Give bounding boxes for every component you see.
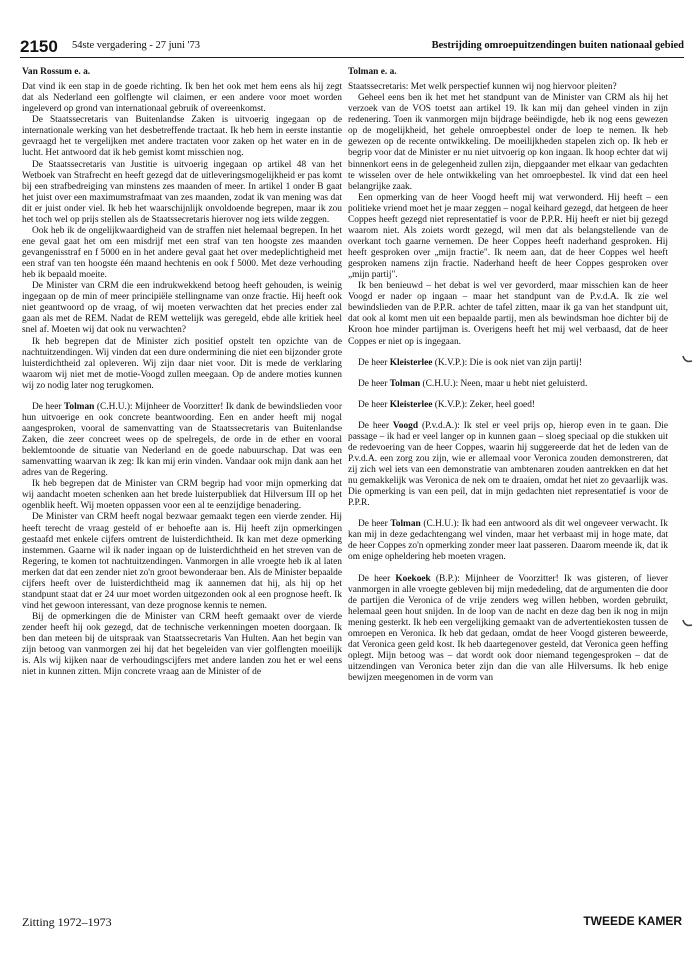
speaker-name: Kleisterlee <box>389 399 433 410</box>
header-rule <box>20 57 684 58</box>
speaker-paragraph <box>348 358 668 369</box>
margin-mark-icon <box>680 617 694 631</box>
session-label: Zitting 1972–1973 <box>22 915 112 929</box>
margin-mark-icon <box>680 353 694 367</box>
page-header <box>20 37 684 57</box>
speaker-intro: De heer <box>358 573 396 584</box>
paragraph: Een opmerking van de heer Voogd heeft mij wat verwonderd. Hij heeft – een politieke vriend moet het je maar zeggen – nogal keihard gezegd, dat hetgeen de heer Coppes heeft gezegd niet representatief is voor de P.P.R. Hij heeft er niet bij gezegd waarom niet. Als zoiets wordt gezegd, wil men dat als belangstellende van de overkant toch gaarne vernemen. De heer Coppes heeft naderhand gesproken. Hij heeft gesproken over „mijn fractie". Ik neem aan, dat de heer Coppes wel heeft gesproken namens zijn fractie. Naderhand heeft de heer Coppes gesproken over „mijn partij". <box>348 192 668 281</box>
paragraph: De Staatssecretaris van Justitie is uitvoerig ingegaan op artikel 48 van het Wetboek van Strafrecht en heeft gezegd dat de uitleveringsmogelijkheid er pas komt bij een strafbedreiging van minstens zes maanden of meer. In artikel 1 onder B gaat het juist over een maximumstrafmaat van zes maanden, zodat ik van mening was dat dit er juist onder viel. Ik heb het waarschijnlijk onvoldoende begrepen, maar ik zou het toch wel op prijs stellen als de Staatssecretaris hierover nog iets wilde zeggen. <box>22 159 342 225</box>
paragraph: Ik heb begrepen dat de Minister van CRM begrip had voor mijn opmerking dat wij aandacht moeten schenken aan het brede luisterpubliek dat Hilversum III op het ogenblik heeft. Wij moeten oppassen voor een al te eenzijdige benadering. <box>22 479 342 512</box>
speech-text: (C.H.U.): Ik had een antwoord als dit wel ongeveer verwacht. Ik kan mij in deze gedachtengang wel vinden, maar het verbaast mij in hoge mate, dat de heer Coppes zo'n opmerking zonder meer laat passeren. Daarom meende ik, dat ik om enige opheldering heb moeten vragen. <box>348 519 668 563</box>
paragraph: Staatssecretaris: Met welk perspectief kunnen wij nog hiervoor pleiten? <box>348 82 617 93</box>
speaker-name: Tolman <box>390 519 421 530</box>
speech-text: (C.H.U.): Mijnheer de Voorzitter! Ik dank de bewindslieden voor hun uitvoerige en ook concrete beantwoording. Een en ander heeft mij nogal aangesproken, vooral de samenvatting van de Staatssecretaris van Buitenlandse Zaken, die zeer concreet wees op de spelregels, de orde in de ether en vooral beklemtoonde de situatie van Nederland en de goede nabuurschap. Dat was een samenvatting waarvan ik zeg: Ik kan mij erin vinden. Vandaar ook mijn dank aan het adres van de Regering. <box>22 401 342 479</box>
speech-text: (K.V.P.): Die is ook niet van zijn partij! <box>432 357 582 368</box>
right-column <box>348 67 668 684</box>
speaker-intro: De heer <box>358 399 390 410</box>
paragraph: Geheel eens ben ik het met het standpunt van de Minister van CRM als hij het verzoek van de VOS toetst aan artikel 19. Ik kan mij dan geheel vinden in zijn redenering. Toen ik vanmorgen mijn bijdrage beëindigde, heb ik nog eens gewezen op de mogelijkheid, het gehele omroepbestel onder de loep te nemen. Ik heb gewezen op de recente ontwikkeling. De moeilijkheden stapelen zich op. Ik heb er begrip voor dat de Minister er nu niet uitvoerig op kon ingaan. Ik hoop echter dat wij binnenkort eens in de gelegenheid zullen zijn, diepgaander met elkaar van gedachten te wisselen over de hele ontwikkeling van het omroepbestel. Ik vind dat een heel belangrijke zaak. <box>348 93 668 192</box>
paragraph: Dat vind ik een stap in de goede richting. Ik ben het ook met hem eens als hij zegt dat als Nederland een golflengte wil claimen, er een andere voor moet worden ingeleverd op grond van internationaal gebruik of overeenkomst. <box>22 82 342 115</box>
speech-text: (P.v.d.A.): Ik stel er veel prijs op, hierop even in te gaan. Die passage – ik had er veel langer op in kunnen gaan – sloeg speciaal op die stukken uit de redevoering van de heer Coppes, waarin hij suggereerde dat het de leden van de P.v.d.A. een zorg zou zijn, wie er allemaal voor Veronica zouden demonstreren, dat zij zich wel iets van een demonstratie van ambtenaren zouden aantrekken en dat het nu gemakkelijk was Veronica de nek om te draaien, omdat het niet zo gevaarlijk was. Die opmerking is van een peil, dat in mijn gedachten niet representatief is voor de P.P.R. <box>348 420 668 509</box>
paragraph: Ook heb ik de ongelijkwaardigheid van de straffen niet helemaal begrepen. In het ene geval gaat het om een misdrijf met een straf van ten hoogste zes maanden gevangenisstraf en f 5000 en in het andere geval gaat het over medeplichtigheid met een straf van ten hoogste één maand hechtenis en ook f 5000. Met deze verhouding heb ik bepaald moeite. <box>22 225 342 281</box>
left-column <box>22 67 342 678</box>
speaker-paragraph <box>348 519 668 563</box>
speaker-intro: De heer <box>358 378 390 389</box>
paragraph: De Minister van CRM heeft nogal bezwaar gemaakt tegen een vierde zender. Hij heeft terecht de vraag gesteld of er behoefte aan is. Hij heeft zijn opmerkingen gestaafd met enkele cijfers omtrent de luisterdichtheid. Ik kan met deze opmerking instemmen. Gaarne wil ik nader ingaan op de luisterdichtheid en het streven van de Regering, te komen tot nachtuitzendingen. Vanmorgen in alle vroegte heb ik al laten merken dat dat een zender niet zo'n groot bewonderaar ben. Als de Minister bepaalde cijfers heeft over de luisterdichtheid mag ik aannemen dat hij, als hij op het standpunt staat dat er 24 uur moet worden uitgezonden ook al een prognose heeft. Ik vind het gewoon interessant, van deze prognose kennis te nemen. <box>22 512 342 611</box>
speech-text: (C.H.U.): Neen, maar u hebt niet geluisterd. <box>420 378 588 389</box>
speaker-intro: De heer <box>358 420 393 431</box>
speaker-intro: De heer <box>32 401 64 412</box>
speaker-paragraph <box>348 379 668 390</box>
paragraph: De Minister van CRM die een indrukwekkend betoog heeft gehouden, is weinig ingegaan op de min of meer principiële stellingname van onze fractie. Hij heeft ook niet geantwoord op de vraag, of wij moeten verwachten dat het precies ender zal gaan als met de REM. Nadat de REM wettelijk was geregeld, ebde alle kritiek heel snel af. Moeten wij dat ook nu verwachten? <box>22 281 342 336</box>
speech-text: (B.P.): Mijnheer de Voorzitter! Ik was gisteren, of liever vanmorgen in alle vroegte gebleven bij mijn mededeling, dat de argumenten die door de partijen die Veronica of de vrije zenders weg willen hebben, worden gebruikt, helemaal geen hout snijden. In de loop van de nacht en deze dag ben ik nog in mijn mening gesterkt. Ik heb een vergelijking gemaakt van de advertentiekosten tussen de omroepen en Veronica. Ik heb dat gedaan, omdat de heer Voogd gisteren beweerde, dat Veronica geen geld kost. Ik heb daartegenover gesteld, dat Veronica geen heffing oplegt. Mijn betoog was – dat wordt ook door niemand tegengesproken – dat de uitzendingen van Veronica beter zijn dan die van alle Hilversums. Ik heb enige bewijzen meegenomen in de vorm van <box>348 573 668 684</box>
meeting-date: 54ste vergadering - 27 juni '73 <box>72 40 200 51</box>
paragraph: Ik ben benieuwd – het debat is wel ver gevorderd, maar misschien kan de heer Voogd er nader op ingaan – maar het standpunt van de P.v.d.A. Ik zie wel bewindslieden van de P.P.R. achter de tafel zitten, maar ik ga van het standpunt uit, dat ook al komt men uit een bepaalde partij, men als bewindsman hoe dichter bij de Kroon hoe minder partijman is. Overigens heeft het mij wel verbaasd, dat de heer Coppes er niet op is ingegaan. <box>348 281 668 347</box>
speaker-name: Voogd <box>392 420 419 431</box>
paragraph: Bij de opmerkingen die de Minister van CRM heeft gemaakt over de vierde zender heeft hij ook gezegd, dat de technische verkenningen moeten doorgaan. Ik ben dan meteen bij de uitspraak van Staatssecretaris Van Hulten. Aan het begin van zijn betoog van vanmorgen zei hij dat het begeleiden van vier golflengten moeilijk is. Als wij kijken naar de verhoudingscijfers met andere landen zou het er wel eens niet in kunnen zitten. Mijn concrete vraag aan de Minister of de <box>22 612 342 678</box>
chamber-label: TWEEDE KAMER <box>583 914 682 928</box>
speaker-paragraph <box>22 402 342 479</box>
page-number: 2150 <box>20 37 58 56</box>
paragraph: Ik heb begrepen dat de Minister zich positief opstelt ten opzichte van de nachtuitzendingen. Wij vinden dat een dure ondermining die niet een bijzonder grote luisterdichtheid zal opleveren. Wij zijn daar niet voor. Dit is mede de verklaring waarom wij niet met de motie-Voogd zullen meegaan. Op de andere moties kunnen wij zo nodig later nog terugkomen. <box>22 336 342 391</box>
speaker-intro: De heer <box>358 357 390 368</box>
speaker-name: Tolman <box>64 401 95 412</box>
speaker-name: Tolman <box>389 378 421 389</box>
speaker-paragraph <box>348 574 668 685</box>
left-column-heading: Van Rossum e. a. <box>22 67 91 77</box>
speaker-name: Koekoek <box>395 573 431 584</box>
right-column-heading: Tolman e. a. <box>348 67 397 77</box>
paragraph: De Staatssecretaris van Buitenlandse Zaken is uitvoerig ingegaan op de internationale werking van het desbetreffende tractaat. Ik heb hem in eerste instantie gevraagd het te vergelijken met andere tractaten voor zaken op het water en in de lucht. Het antwoord dat ik heb gemist komt misschien nog. <box>22 115 342 159</box>
speaker-paragraph <box>348 400 668 411</box>
speech-text: (K.V.P.): Zeker, heel goed! <box>432 399 535 410</box>
page-subject: Bestrijding omroepuitzendingen buiten nationaal gebied <box>431 40 684 51</box>
speaker-intro: De heer <box>358 519 391 530</box>
speaker-name: Kleisterlee <box>389 357 433 368</box>
speaker-paragraph <box>348 421 668 510</box>
